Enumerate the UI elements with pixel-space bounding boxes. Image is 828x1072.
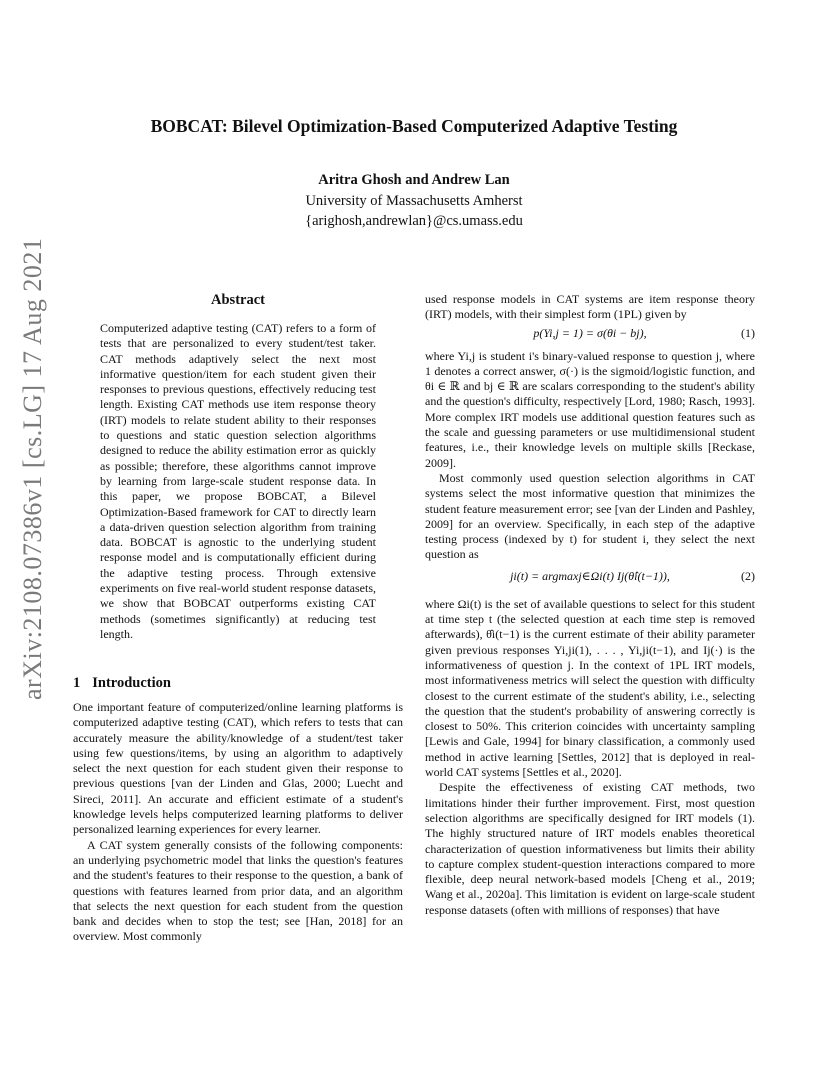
right-paragraph-3: Most commonly used question selection algorithms in CAT systems select the most informative question that minimizes the student feature measurement error; see [van der Linden and Pashley, 2009] for an overview. Specifically, in each step of the adaptive testing process (indexed by t) for student i, they select the next question as	[425, 470, 755, 562]
equation-1-expression: p(Yi,j = 1) = σ(θi − bj),	[533, 325, 647, 340]
intro-paragraph-2: A CAT system generally consists of the following components: an underlying psychometric model that links the question's features and the student's features to their response to the question, a bank of questions with features learned from prior data, and an algorithm that selects the next question for each student from the question bank and decides when to stop the test; see [Han, 2018] for an overview. Most commonly	[73, 837, 403, 944]
arxiv-identifier: arXiv:2108.07386v1 [cs.LG] 17 Aug 2021	[18, 237, 47, 700]
section-heading	[73, 675, 171, 692]
section-title: Introduction	[92, 675, 171, 691]
paper-authors: Aritra Ghosh and Andrew Lan	[318, 172, 510, 188]
right-column-body	[425, 292, 755, 918]
paper-title: BOBCAT: Bilevel Optimization-Based Computerized Adaptive Testing	[150, 116, 678, 136]
equation-2-expression: ji(t) = argmaxj∈Ωi(t) Ij(θ̂i(t−1)),	[510, 568, 670, 583]
equation-2-number: (2)	[741, 568, 755, 583]
abstract-text: Computerized adaptive testing (CAT) refers to a form of tests that are personalized to every student/test taker. CAT methods adaptively select the next most informative question/item for each student given their responses to previous questions, effectively reducing test length. Existing CAT methods use item response theory (IRT) models to relate student ability to their responses to questions and static question selection algorithms designed to reduce the ability estimation error as quickly as possible; therefore, these algorithms cannot improve by learning from large-scale student response data. In this paper, we propose BOBCAT, a Bilevel Optimization-Based framework for CAT to directly learn a data-driven question selection algorithm from training data. BOBCAT is agnostic to the underlying student response model and is computationally efficient during the adaptive testing process. Through extensive experiments on five real-world student response datasets, we show that BOBCAT outperforms existing CAT methods (sometimes significantly) at reducing test length.	[100, 321, 376, 641]
right-paragraph-1: used response models in CAT systems are item response theory (IRT) models, with their simplest form (1PL) given by	[425, 292, 755, 322]
intro-paragraph-1: One important feature of computerized/online learning platforms is computerized adaptive testing (CAT), which refers to tests that can accurately measure the ability/knowledge of a student/test taker using few questions/items, by using an algorithm to adaptively select the next question for each student given their response to previous questions [van der Linden and Glas, 2000; Luecht and Sireci, 2011]. An accurate and efficient estimate of a student's knowledge levels helps computerized learning platforms to deliver personalized learning experiences for every learner.	[73, 700, 403, 837]
equation-2	[425, 569, 755, 591]
right-paragraph-4: where Ωi(t) is the set of available questions to select for this student at time step t (the selected question at each time step is removed afterwards), θ̂i(t−1) is the current estimate of their ability parameter given previous responses Yi,ji(1), . . . , Yi,ji(t−1), and Ij(·) is the informativeness of question j. In the context of 1PL IRT models, most informativeness metrics will select the question with difficulty closest to the current estimate of the student's ability, i.e., selecting the question that the student's probability of answering correctly is closest to 50%. This criterion coincides with uncertainty sampling [Lewis and Gale, 1994] for binary classification, a commonly used method in active learning [Settles, 2012] that is deployed in real-world CAT systems [Settles et al., 2020].	[425, 596, 755, 780]
abstract-heading: Abstract	[211, 292, 265, 308]
author-email: {arighosh,andrewlan}@cs.umass.edu	[305, 213, 523, 229]
equation-1	[425, 326, 755, 348]
right-paragraph-5: Despite the effectiveness of existing CAT methods, two limitations hinder their further improvement. First, most question selection algorithms are specifically designed for IRT models (1). The highly structured nature of IRT models enables theoretical characterization of question informativeness but limits their ability to capture complex student-question interactions compared to more flexible, deep neural network-based models [Cheng et al., 2019; Wang et al., 2020a]. This limitation is evident on large-scale student response datasets (often with millions of responses) that have	[425, 780, 755, 917]
right-paragraph-2: where Yi,j is student i's binary-valued response to question j, where 1 denotes a correct answer, σ(·) is the sigmoid/logistic function, and θi ∈ ℝ and bj ∈ ℝ are scalars corresponding to the student's ability and the question's difficulty, respectively [Lord, 1980; Rasch, 1993]. More complex IRT models use additional question features such as the scale and guessing parameters or use multidimensional student features, i.e., their knowledge levels on multiple skills [Reckase, 2009].	[425, 348, 755, 470]
equation-1-number: (1)	[741, 325, 755, 340]
section-number: 1	[73, 675, 81, 691]
author-affiliation: University of Massachusetts Amherst	[305, 193, 523, 209]
left-column-body	[73, 700, 403, 945]
